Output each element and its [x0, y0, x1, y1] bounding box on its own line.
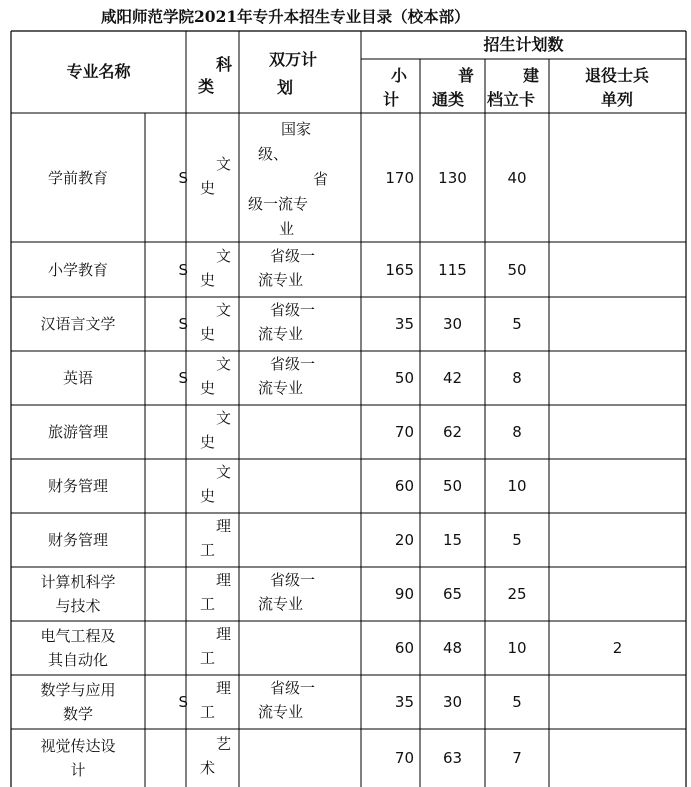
s-marker-cell	[145, 459, 190, 513]
header-category-line: 科	[216, 55, 233, 74]
major-name-cell	[11, 297, 145, 351]
s-marker: S	[178, 315, 188, 333]
major-name-cell	[11, 729, 145, 787]
s-marker-cell	[145, 351, 190, 405]
subtotal-value: 60	[394, 639, 414, 657]
header-veteran-line: 退役士兵	[585, 66, 650, 85]
s-marker-cell	[145, 621, 190, 675]
poverty-cell	[485, 513, 549, 567]
shuangwan-cell	[239, 513, 361, 567]
subtotal-value: 60	[394, 477, 414, 495]
category-line: 史	[200, 325, 216, 343]
shuangwan-line: 省级一	[270, 679, 316, 697]
header-poverty-line: 建	[523, 66, 540, 85]
ordinary-cell	[420, 459, 485, 513]
poverty-cell	[485, 351, 549, 405]
shuangwan-line: 级一流专	[248, 195, 309, 213]
subtotal-cell	[361, 513, 420, 567]
ordinary-cell	[420, 621, 485, 675]
s-marker: S	[178, 693, 188, 711]
major-name-line: 计算机科学	[40, 573, 116, 591]
shuangwan-line: 省级一	[270, 571, 316, 589]
subtotal-cell	[361, 242, 420, 297]
subtotal-value: 35	[394, 315, 414, 333]
ordinary-cell	[420, 351, 485, 405]
s-marker: S	[178, 168, 188, 187]
shuangwan-line: 国家	[281, 120, 312, 138]
ordinary-value: 30	[442, 693, 463, 711]
subtotal-cell	[361, 351, 420, 405]
subtotal-cell	[361, 297, 420, 351]
shuangwan-cell	[239, 351, 361, 405]
subtotal-cell	[361, 567, 420, 621]
category-line: 文	[216, 246, 232, 265]
s-marker-cell	[145, 567, 190, 621]
subtotal-cell	[361, 621, 420, 675]
poverty-value: 40	[507, 168, 527, 187]
header-subtotal-line: 计	[383, 90, 400, 109]
shuangwan-line: 省级一	[270, 246, 316, 265]
header-major-label: 专业名称	[66, 62, 131, 81]
header-shuangwan-line: 双万计	[269, 50, 318, 69]
shuangwan-cell	[239, 459, 361, 513]
header-shuangwan-line: 划	[277, 78, 294, 97]
subtotal-value: 90	[394, 585, 414, 603]
major-name-cell	[11, 242, 145, 297]
header-veteran-line: 单列	[601, 90, 634, 109]
veteran-cell	[549, 729, 686, 787]
poverty-value: 5	[512, 531, 522, 549]
major-name-line: 其自动化	[47, 651, 108, 669]
major-name-line: 电气工程及	[40, 627, 116, 645]
header-poverty	[485, 59, 549, 113]
ordinary-value: 65	[442, 585, 463, 603]
header-shuangwan	[239, 31, 361, 113]
subtotal-value: 170	[385, 168, 414, 187]
category-cell	[186, 621, 239, 675]
shuangwan-cell	[239, 567, 361, 621]
category-cell	[186, 113, 239, 242]
category-cell	[186, 297, 239, 351]
s-marker-cell	[145, 405, 190, 459]
veteran-cell	[549, 621, 686, 675]
veteran-cell	[549, 567, 686, 621]
ordinary-value: 30	[442, 315, 463, 333]
major-name-line: 与技术	[55, 597, 101, 615]
major-name-cell	[11, 459, 145, 513]
header-plan-group	[361, 31, 686, 59]
shuangwan-line: 流专业	[258, 379, 304, 397]
poverty-cell	[485, 729, 549, 787]
major-name-line: 汉语言文学	[40, 315, 116, 333]
header-poverty-line: 档立卡	[487, 90, 536, 109]
poverty-value: 50	[507, 260, 527, 279]
header-ordinary-line: 普	[458, 66, 475, 85]
category-cell	[186, 513, 239, 567]
category-line: 史	[200, 487, 216, 505]
category-cell	[186, 242, 239, 297]
category-cell	[186, 567, 239, 621]
major-name-line: 财务管理	[47, 531, 108, 549]
veteran-value: 2	[612, 639, 623, 657]
subtotal-value: 70	[394, 749, 414, 767]
header-plan-group-label: 招生计划数	[483, 35, 564, 54]
shuangwan-cell	[239, 242, 361, 297]
ordinary-value: 130	[438, 168, 467, 187]
category-line: 史	[200, 379, 216, 397]
poverty-cell	[485, 405, 549, 459]
shuangwan-line: 省级一	[270, 355, 316, 373]
major-name-line: 旅游管理	[47, 423, 108, 441]
major-name-line: 学前教育	[47, 168, 108, 187]
shuangwan-cell	[239, 675, 361, 729]
shuangwan-line: 省级一	[270, 301, 316, 319]
header-category-line: 类	[198, 77, 215, 96]
shuangwan-line: 业	[279, 220, 295, 238]
major-name-line: 小学教育	[47, 260, 108, 279]
header-veteran	[549, 59, 686, 113]
veteran-cell	[549, 405, 686, 459]
poverty-cell	[485, 621, 549, 675]
ordinary-value: 48	[442, 639, 463, 657]
shuangwan-line: 省	[313, 170, 329, 188]
poverty-value: 5	[512, 693, 522, 711]
veteran-cell	[549, 459, 686, 513]
category-cell	[186, 459, 239, 513]
category-line: 文	[216, 409, 232, 427]
s-marker-cell	[145, 513, 190, 567]
ordinary-value: 15	[442, 531, 463, 549]
subtotal-cell	[361, 113, 420, 242]
major-name-cell	[11, 675, 145, 729]
ordinary-value: 50	[442, 477, 463, 495]
s-marker: S	[178, 260, 188, 279]
shuangwan-cell	[239, 113, 361, 242]
major-name-cell	[11, 405, 145, 459]
major-name-cell	[11, 113, 145, 242]
shuangwan-cell	[239, 729, 361, 787]
category-line: 文	[216, 355, 232, 373]
major-name-line: 数学与应用	[40, 681, 116, 699]
subtotal-cell	[361, 675, 420, 729]
s-marker-cell	[145, 242, 190, 297]
major-name-line: 英语	[62, 369, 93, 387]
subtotal-value: 165	[385, 260, 414, 279]
major-name-line: 财务管理	[47, 477, 108, 495]
category-line: 艺	[216, 735, 232, 753]
poverty-cell	[485, 113, 549, 242]
ordinary-cell	[420, 675, 485, 729]
category-cell	[186, 405, 239, 459]
shuangwan-cell	[239, 297, 361, 351]
category-line: 史	[200, 270, 216, 289]
major-name-cell	[11, 621, 145, 675]
s-marker-cell	[145, 675, 190, 729]
ordinary-cell	[420, 405, 485, 459]
ordinary-value: 62	[442, 423, 463, 441]
poverty-cell	[485, 675, 549, 729]
veteran-cell	[549, 242, 686, 297]
s-marker-cell	[145, 113, 190, 242]
veteran-cell	[549, 351, 686, 405]
page-title: 咸阳师范学院2021年专升本招生专业目录（校本部）	[101, 7, 470, 26]
category-line: 理	[216, 571, 232, 589]
poverty-cell	[485, 297, 549, 351]
category-line: 文	[216, 463, 232, 481]
category-line: 术	[200, 759, 216, 777]
s-marker-cell	[145, 297, 190, 351]
poverty-value: 25	[507, 585, 527, 603]
veteran-cell	[549, 675, 686, 729]
major-name-cell	[11, 567, 145, 621]
header-subtotal-line: 小	[391, 66, 408, 85]
category-line: 文	[216, 301, 232, 319]
s-marker-cell	[145, 729, 190, 787]
veteran-cell	[549, 113, 686, 242]
poverty-value: 10	[507, 477, 527, 495]
ordinary-value: 115	[438, 260, 467, 279]
poverty-cell	[485, 242, 549, 297]
header-subtotal	[361, 59, 420, 113]
veteran-cell	[549, 297, 686, 351]
shuangwan-line: 级、	[258, 145, 289, 163]
subtotal-cell	[361, 405, 420, 459]
category-line: 工	[200, 541, 216, 559]
category-line: 史	[200, 178, 216, 197]
category-line: 工	[200, 703, 216, 721]
subtotal-value: 50	[394, 369, 414, 387]
subtotal-cell	[361, 459, 420, 513]
major-name-line: 数学	[62, 705, 93, 723]
subtotal-cell	[361, 729, 420, 787]
shuangwan-cell	[239, 621, 361, 675]
shuangwan-line: 流专业	[258, 595, 304, 613]
poverty-value: 8	[512, 369, 522, 387]
category-line: 工	[200, 595, 216, 613]
ordinary-cell	[420, 297, 485, 351]
shuangwan-line: 流专业	[258, 325, 304, 343]
poverty-value: 7	[512, 749, 522, 767]
header-major	[11, 31, 186, 113]
major-name-line: 计	[70, 761, 86, 779]
shuangwan-line: 流专业	[258, 703, 304, 721]
poverty-cell	[485, 459, 549, 513]
header-category	[186, 31, 239, 113]
category-line: 工	[200, 649, 216, 667]
s-marker: S	[178, 369, 188, 387]
category-line: 史	[200, 433, 216, 451]
category-cell	[186, 729, 239, 787]
category-cell	[186, 675, 239, 729]
poverty-value: 8	[512, 423, 522, 441]
subtotal-value: 35	[394, 693, 414, 711]
ordinary-cell	[420, 242, 485, 297]
ordinary-cell	[420, 113, 485, 242]
ordinary-cell	[420, 729, 485, 787]
category-line: 理	[216, 517, 232, 535]
subtotal-value: 70	[394, 423, 414, 441]
poverty-cell	[485, 567, 549, 621]
category-line: 文	[216, 154, 232, 173]
major-name-cell	[11, 351, 145, 405]
category-line: 理	[216, 679, 232, 697]
shuangwan-line: 流专业	[258, 270, 304, 289]
ordinary-value: 42	[442, 369, 463, 387]
category-line: 理	[216, 625, 232, 643]
header-ordinary	[420, 59, 485, 113]
major-name-line: 视觉传达设	[40, 737, 116, 755]
header-ordinary-line: 通类	[432, 90, 465, 109]
ordinary-value: 63	[442, 749, 463, 767]
poverty-value: 10	[507, 639, 527, 657]
ordinary-cell	[420, 567, 485, 621]
ordinary-cell	[420, 513, 485, 567]
major-name-cell	[11, 513, 145, 567]
category-cell	[186, 351, 239, 405]
shuangwan-cell	[239, 405, 361, 459]
veteran-cell	[549, 513, 686, 567]
poverty-value: 5	[512, 315, 522, 333]
subtotal-value: 20	[394, 531, 414, 549]
